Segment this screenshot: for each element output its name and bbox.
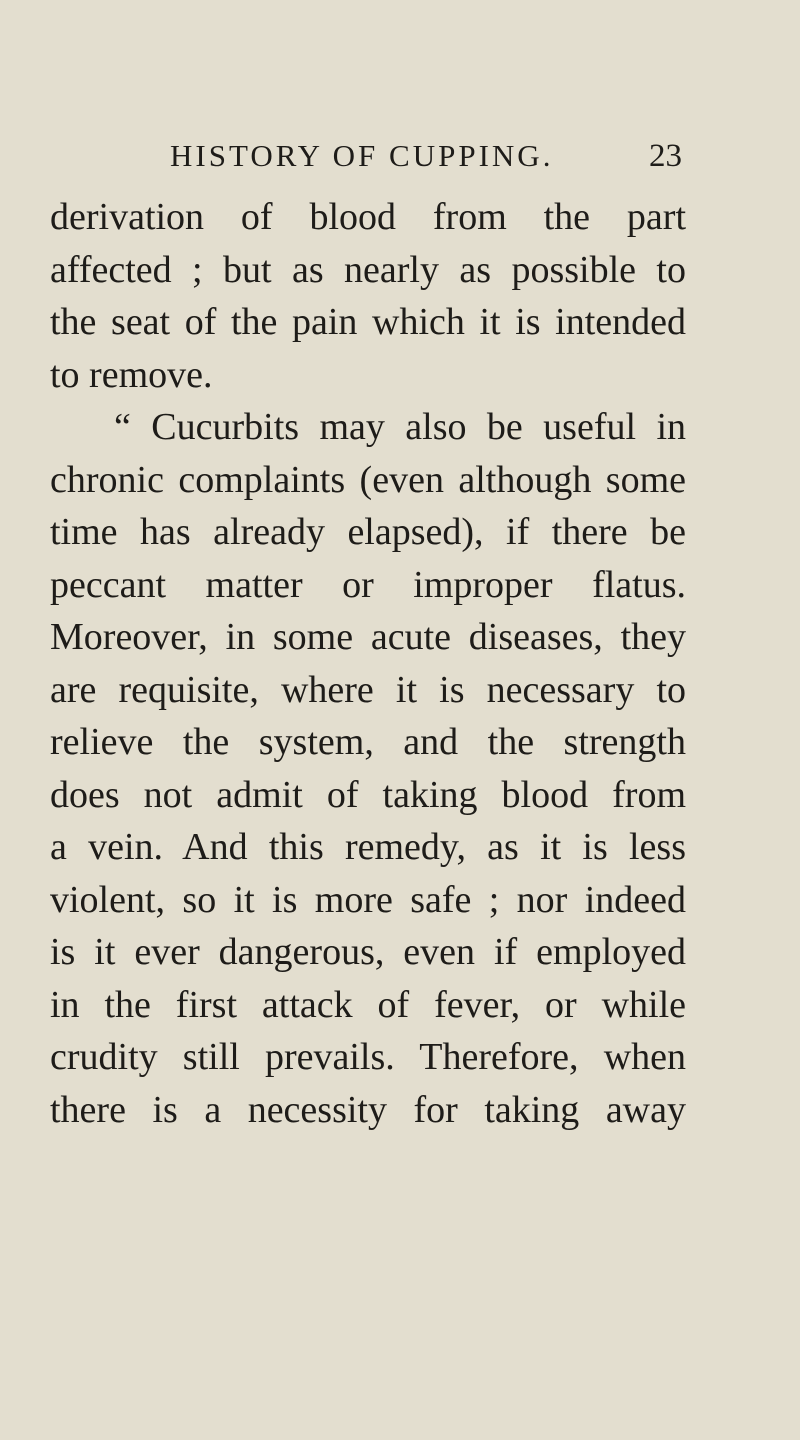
text-line: crudity still prevails. Therefore, when [50, 1036, 686, 1078]
running-title: HISTORY OF CUPPING. [170, 138, 554, 173]
text-line: chronic complaints (even although some [50, 458, 686, 501]
text-line: in the first attack of fever, or while [50, 983, 686, 1026]
text-line: “ Cucurbits may also be useful in [114, 406, 686, 448]
running-head [170, 136, 682, 176]
text-line: is it ever dangerous, even if employed [50, 931, 686, 973]
body-text [50, 191, 686, 1136]
text-line: a vein. And this remedy, as it is less [50, 826, 686, 868]
text-line: does not admit of taking blood from [50, 773, 686, 816]
page-number: 23 [649, 138, 682, 174]
text-line: peccant matter or improper flatus. [50, 563, 686, 606]
text-line: violent, so it is more safe ; nor indeed [50, 878, 686, 921]
text-line: affected ; but as nearly as possible to [50, 248, 686, 291]
text-line: relieve the system, and the strength [50, 721, 686, 763]
text-line: are requisite, where it is necessary to [50, 668, 686, 711]
text-line: there is a necessity for taking away [50, 1088, 686, 1131]
text-line: Moreover, in some acute diseases, they [50, 616, 686, 658]
text-line: time has already elapsed), if there be [50, 511, 686, 553]
text-line: the seat of the pain which it is intended [50, 301, 686, 343]
text-line: to remove. [50, 353, 213, 396]
text-line: derivation of blood from the part [50, 196, 686, 238]
